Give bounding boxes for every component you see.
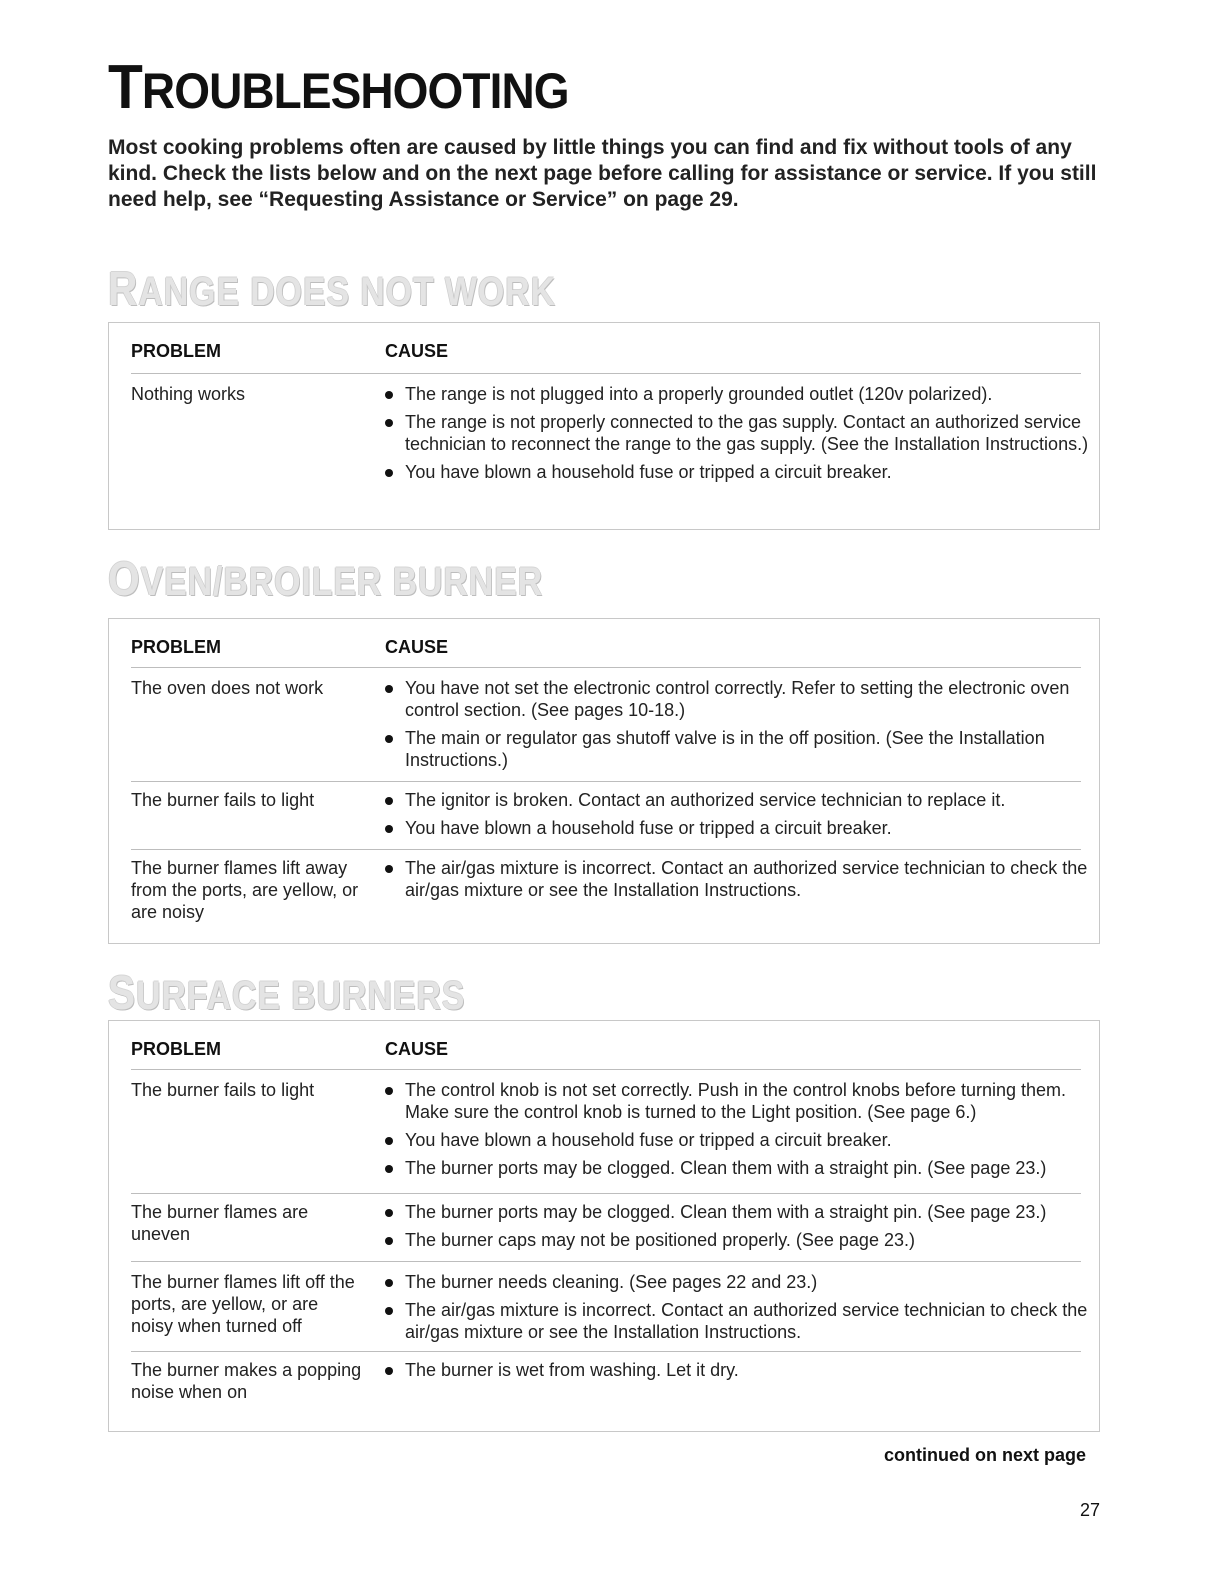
cause-item: The range is not properly connected to the gas supply. Contact an authorized service technician to reconnect the range to the gas supply. (See the Installation Instructions.) <box>385 411 1095 455</box>
intro-paragraph: Most cooking problems often are caused by little things you can find and fix without tools of any kind. Check the lists below and on the next page before calling for assistance or service. If you still need help, see “Requesting Assistance or Service” on page 29. <box>108 136 1097 211</box>
cause-list <box>385 677 1095 777</box>
bullet-icon <box>385 1279 393 1287</box>
cause-item: The burner ports may be clogged. Clean them with a straight pin. (See page 23.) <box>385 1157 1095 1179</box>
bullet-icon <box>385 1209 393 1217</box>
cause-list <box>385 1201 1095 1257</box>
cause-item: You have blown a household fuse or tripped a circuit breaker. <box>385 1129 1095 1151</box>
bullet-icon <box>385 1367 393 1375</box>
cause-item: The air/gas mixture is incorrect. Contact an authorized service technician to check the air/gas mixture or see the Installation Instructions. <box>385 857 1095 901</box>
table-range-does-not-work <box>108 322 1100 530</box>
problem-text: The burner flames lift away from the ports, are yellow, or are noisy <box>131 858 359 922</box>
section-heading-range-does-not-work: RANGE DOES NOT WORK <box>108 263 556 316</box>
cause-item: The range is not plugged into a properly grounded outlet (120v polarized). <box>385 383 1095 405</box>
divider <box>131 781 1081 782</box>
problem-column-header: PROBLEM <box>131 341 221 361</box>
cause-column-header: CAUSE <box>385 637 449 657</box>
bullet-icon <box>385 865 393 873</box>
divider <box>131 1069 1081 1070</box>
problem-text: Nothing works <box>131 384 246 404</box>
bullet-icon <box>385 825 393 833</box>
cause-list <box>385 857 1095 907</box>
cause-item: The ignitor is broken. Contact an authorized service technician to replace it. <box>385 789 1095 811</box>
cause-item: You have not set the electronic control correctly. Refer to setting the electronic oven control section. (See pages 10-18.) <box>385 677 1095 721</box>
problem-text: The oven does not work <box>131 678 324 698</box>
cause-item: The burner caps may not be positioned properly. (See page 23.) <box>385 1229 1095 1251</box>
cause-list <box>385 1079 1095 1185</box>
page-number: 27 <box>1080 1500 1101 1520</box>
problem-text: The burner makes a popping noise when on <box>131 1360 362 1402</box>
cause-item: The burner is wet from washing. Let it dry. <box>385 1359 1095 1381</box>
cause-column-header: CAUSE <box>385 341 449 361</box>
cause-list <box>385 1271 1095 1349</box>
problem-text: The burner fails to light <box>131 790 315 810</box>
cause-list <box>385 383 1095 489</box>
bullet-icon <box>385 1137 393 1145</box>
bullet-icon <box>385 685 393 693</box>
cause-item: The control knob is not set correctly. Push in the control knobs before turning them. Make sure the control knob is turned to the Light position. (See page 6.) <box>385 1079 1095 1123</box>
bullet-icon <box>385 1307 393 1315</box>
cause-list <box>385 1359 1095 1387</box>
cause-item: You have blown a household fuse or tripped a circuit breaker. <box>385 461 1095 483</box>
divider <box>131 667 1081 668</box>
bullet-icon <box>385 797 393 805</box>
divider <box>131 1193 1081 1194</box>
problem-column-header: PROBLEM <box>131 637 221 657</box>
cause-item: The burner ports may be clogged. Clean them with a straight pin. (See page 23.) <box>385 1201 1095 1223</box>
section-heading-surface-burners: SURFACE BURNERS <box>108 967 466 1020</box>
problem-text: The burner fails to light <box>131 1080 315 1100</box>
problem-column-header: PROBLEM <box>131 1039 221 1059</box>
bullet-icon <box>385 391 393 399</box>
table-surface-burners <box>108 1020 1100 1432</box>
divider <box>131 373 1081 374</box>
table-header <box>109 637 1099 661</box>
cause-column-header: CAUSE <box>385 1039 449 1059</box>
divider <box>131 849 1081 850</box>
bullet-icon <box>385 419 393 427</box>
table-oven-broiler-burner <box>108 618 1100 944</box>
table-header <box>109 341 1099 365</box>
divider <box>131 1261 1081 1262</box>
bullet-icon <box>385 735 393 743</box>
continued-note: continued on next page <box>884 1445 1087 1465</box>
cause-list <box>385 789 1095 845</box>
cause-item: The air/gas mixture is incorrect. Contact an authorized service technician to check the air/gas mixture or see the Installation Instructions. <box>385 1299 1095 1343</box>
bullet-icon <box>385 1087 393 1095</box>
page-title-rest: ROUBLESHOOTING <box>141 63 569 119</box>
problem-text: The burner flames lift off the ports, are yellow, or are noisy when turned off <box>131 1272 355 1336</box>
bullet-icon <box>385 1165 393 1173</box>
page-title-initial: T <box>108 53 142 122</box>
bullet-icon <box>385 1237 393 1245</box>
page-title <box>108 52 569 123</box>
section-heading-oven-broiler-burner: OVEN/BROILER BURNER <box>108 553 544 606</box>
table-header <box>109 1039 1099 1063</box>
cause-item: The burner needs cleaning. (See pages 22 and 23.) <box>385 1271 1095 1293</box>
problem-text: The burner flames are uneven <box>131 1202 309 1244</box>
bullet-icon <box>385 469 393 477</box>
divider <box>131 1351 1081 1352</box>
cause-item: The main or regulator gas shutoff valve is in the off position. (See the Installation Instructions.) <box>385 727 1095 771</box>
cause-item: You have blown a household fuse or tripped a circuit breaker. <box>385 817 1095 839</box>
